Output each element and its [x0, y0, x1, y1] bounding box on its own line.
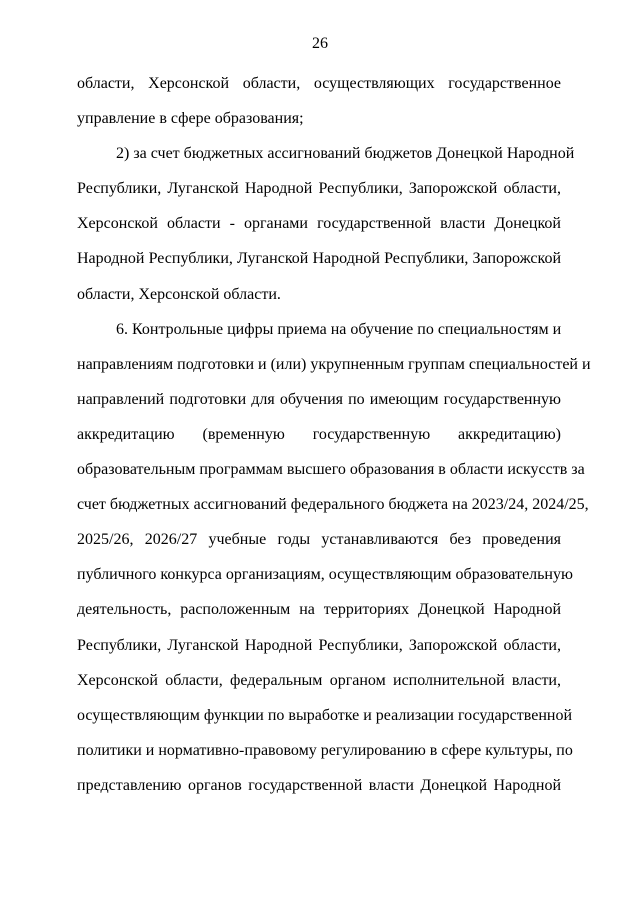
text-line: Херсонской области - органами государственной власти Донецкой: [77, 215, 561, 233]
text-line: Республики, Луганской Народной Республики, Запорожской области,: [77, 180, 561, 198]
text-line: направлениям подготовки и (или) укрупненным группам специальностей и: [77, 355, 591, 373]
text-line: осуществляющим функции по выработке и реализации государственной: [77, 706, 572, 724]
text-line: области, Херсонской области.: [77, 285, 281, 303]
text-line: деятельность, расположенным на территориях Донецкой Народной: [77, 601, 561, 619]
text-line: представлению органов государственной власти Донецкой Народной: [77, 776, 561, 794]
text-line: публичного конкурса организациям, осуществляющим образовательную: [77, 566, 573, 584]
text-line: счет бюджетных ассигнований федерального бюджета на 2023/24, 2024/25,: [77, 496, 589, 514]
document-body: [77, 74, 591, 811]
text-line: Херсонской области, федеральным органом исполнительной власти,: [77, 671, 561, 689]
text-line: образовательным программам высшего образования в области искусств за: [77, 461, 585, 479]
text-line: Республики, Луганской Народной Республики, Запорожской области,: [77, 636, 561, 654]
text-line: направлений подготовки для обучения по имеющим государственную: [77, 390, 561, 408]
text-line: 2) за счет бюджетных ассигнований бюджетов Донецкой Народной: [116, 145, 575, 163]
text-line: Народной Республики, Луганской Народной Республики, Запорожской: [77, 250, 561, 268]
page-number: 26: [312, 35, 328, 52]
text-line: аккредитацию (временную государственную аккредитацию): [77, 425, 561, 443]
text-line: области, Херсонской области, осуществляющих государственное: [77, 75, 561, 92]
text-line: 2025/26, 2026/27 учебные годы устанавливаются без проведения: [77, 531, 561, 549]
text-line: 6. Контрольные цифры приема на обучение по специальностям и: [116, 320, 562, 338]
text-line: управление в сфере образования;: [77, 110, 304, 128]
text-line: политики и нормативно-правовому регулированию в сфере культуры, по: [77, 741, 573, 759]
